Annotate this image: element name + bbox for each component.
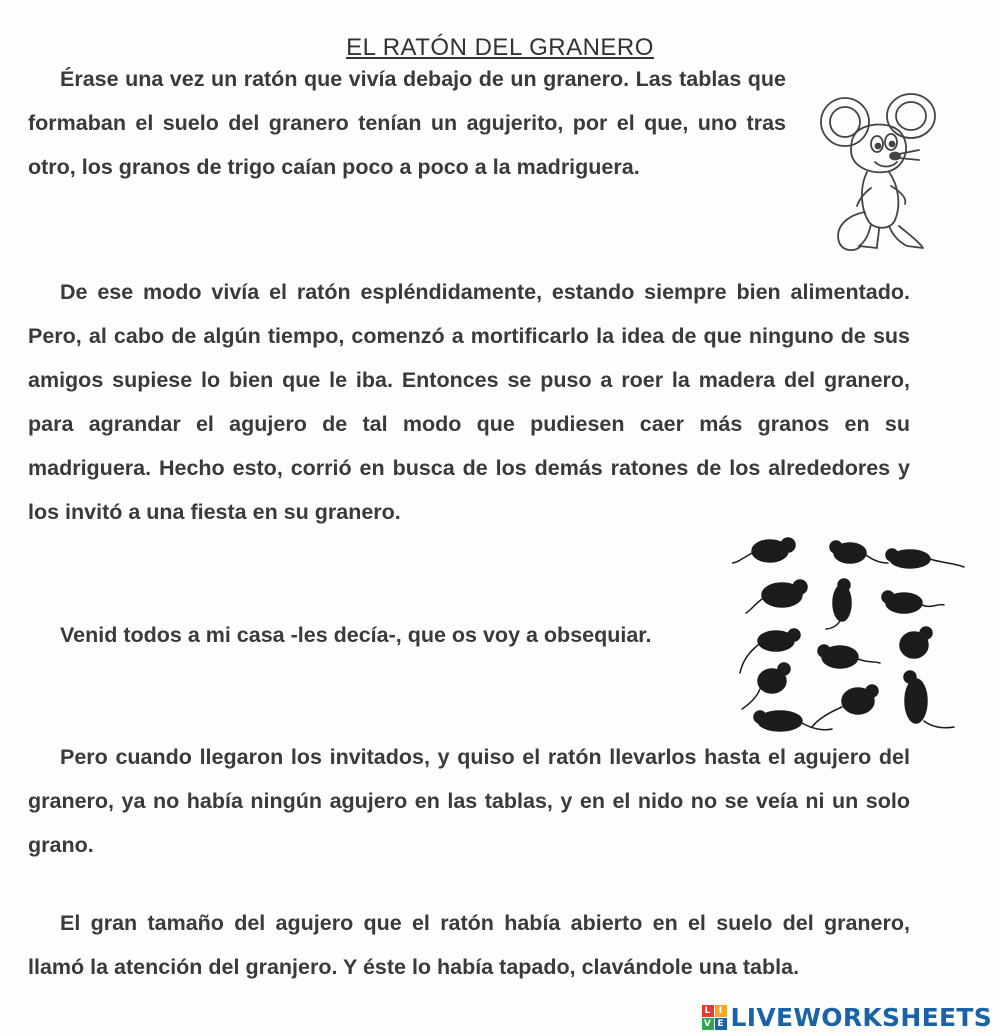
paragraph-4-text: Pero cuando llegaron los invitados, y quiso el ratón llevarlos hasta el agujero del granero, ya no había ningún agujero en las tablas, y en el nido no se veía ni un solo grano.: [28, 745, 910, 857]
liveworksheets-logo[interactable]: [702, 1003, 992, 1032]
paragraph-3-text: Venid todos a mi casa -les decía-, que os voy a obsequiar.: [60, 623, 652, 647]
liveworksheets-logo-icon: L I V E: [702, 1005, 727, 1030]
mouse-body: [862, 172, 898, 228]
mouse-right-ear: [887, 94, 935, 138]
paragraph-3: [28, 613, 718, 657]
paragraph-1: [28, 57, 786, 189]
story-title: EL RATÓN DEL GRANERO: [346, 34, 654, 62]
rat-silhouette: [905, 679, 927, 723]
mouse-left-ear: [821, 98, 869, 146]
liveworksheets-logo-text: LIVEWORKSHEETS: [730, 1003, 992, 1032]
paragraph-4: [28, 735, 910, 867]
paragraph-5-text: El gran tamaño del agujero que el ratón había abierto en el suelo del granero, llamó la atención del granjero. Y éste lo había tapado, clavándole una tabla.: [28, 911, 910, 979]
cartoon-mouse-illustration: [815, 92, 940, 257]
paragraph-1-text: Érase una vez un ratón que vivía debajo de un granero. Las tablas que formaban el suelo del granero tenían un agujerito, por el que, uno tras otro, los granos de trigo caían poco a poco a la madriguera.: [28, 67, 786, 179]
paragraph-2: [28, 270, 910, 534]
rats-silhouettes-illustration: [732, 533, 967, 738]
paragraph-5: [28, 901, 910, 989]
paragraph-2-text: De ese modo vivía el ratón espléndidamente, estando siempre bien alimentado. Pero, al cabo de algún tiempo, comenzó a mortificarlo la idea de que ninguno de sus amigos supiese lo bien que le iba. Entonces se puso a roer la madera del granero, para agrandar el agujero de tal modo que pudiesen caer más granos en su madriguera. Hecho esto, corrió en busca de los demás ratones de los alrededores y los invitó a una fiesta en su granero.: [28, 280, 910, 524]
